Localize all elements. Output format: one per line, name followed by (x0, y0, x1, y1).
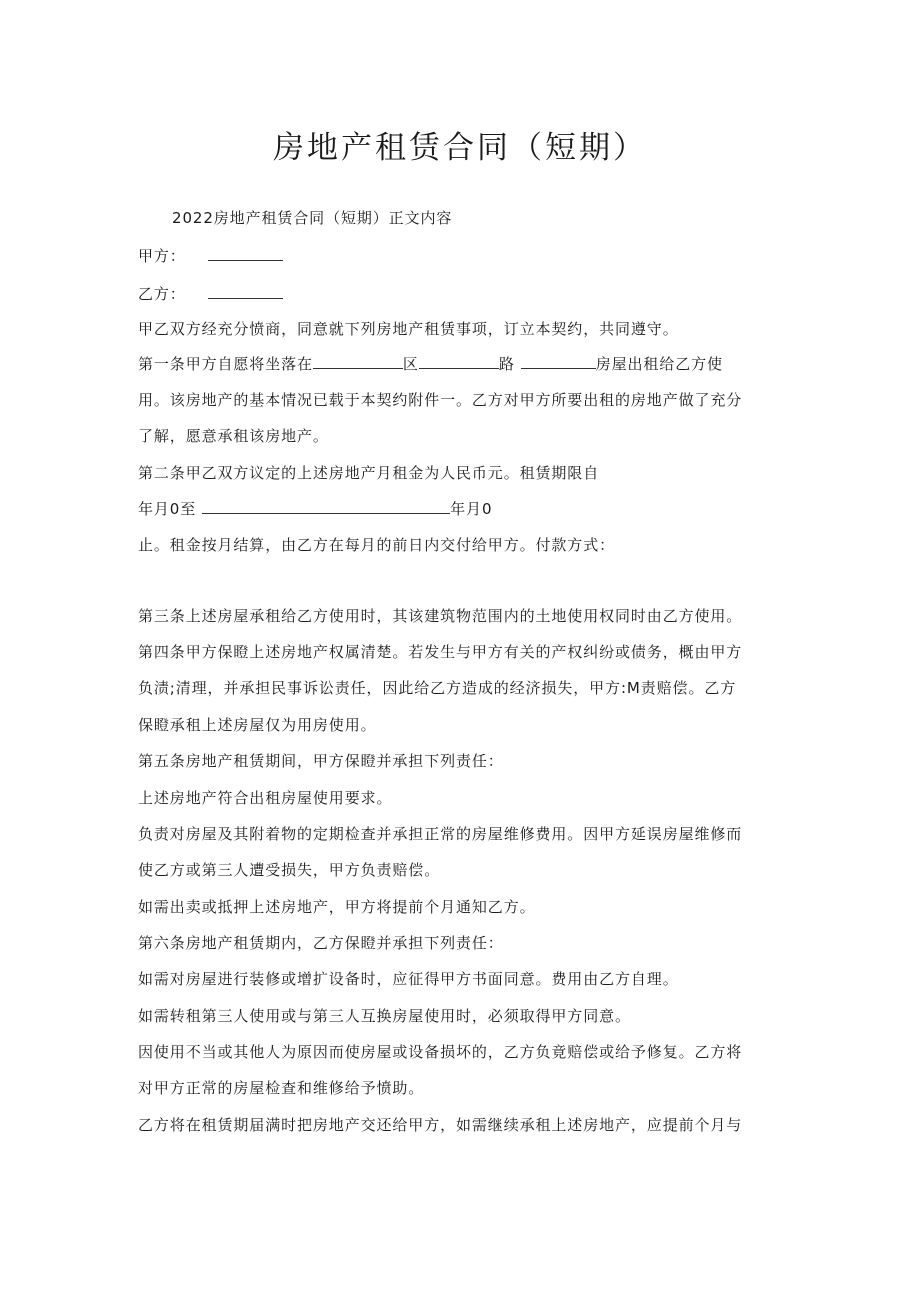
party-a-label: 甲方： (138, 247, 186, 265)
article-6-line-4: 因使用不当或其他人为原因而使房屋或设备损坏的，乙方负竟赔偿或给予修复。乙方将 (138, 1043, 743, 1061)
intro-paragraph: 甲乙双方经充分愤商，同意就下列房地产租赁事项，订立本契约，共同遵守。 (138, 320, 679, 338)
article-5-line-5: 如需出卖或抵押上述房地产，甲方将提前个月通知乙方。 (138, 898, 536, 916)
article-4-line-1: 第四条甲方保瞪上述房地产权属清楚。若发生与甲方有关的产权纠纷或债务，概由甲方 (138, 643, 743, 661)
lease-period-blank (202, 499, 450, 514)
article-6-line-6: 乙方将在租赁期届满时把房地产交还给甲方，如需继续承租上述房地产，应提前个月与 (138, 1116, 743, 1134)
party-b-label: 乙方： (138, 285, 186, 303)
article-1-line-3: 了解，愿意承租该房地产。 (138, 427, 329, 445)
road-blank (419, 354, 499, 369)
article-1-text-b: 区 (402, 355, 419, 373)
article-5-line-2: 上述房地产符合出租房屋使用要求。 (138, 789, 393, 807)
party-a-blank (208, 246, 283, 261)
article-1-line-2: 用。该房地产的基本情况已载于本契约附件一。乙方对甲方所要出租的房地产做了充分 (138, 391, 743, 409)
article-2-line-1: 第二条甲乙双方议定的上述房地产月租金为人民币元。租赁期限自 (138, 464, 600, 482)
article-4-line-3: 保瞪承租上述房屋仅为用房使用。 (138, 716, 377, 734)
article-6-line-2: 如需对房屋进行装修或增扩设备时，应征得甲方书面同意。费用由乙方自理。 (138, 970, 679, 988)
article-2-line-2 (138, 498, 492, 520)
article-5-line-1: 第五条房地产租赁期间，甲方保瞪并承担下列责任： (138, 752, 504, 770)
article-6-line-3: 如需转租第三人使用或与第三人互换房屋使用时，必须取得甲方同意。 (138, 1007, 631, 1025)
document-title: 房地产租赁合同（短期） (273, 130, 647, 166)
article-3: 第三条上述房屋承租给乙方使用时，其该建筑物范围内的土地使用权同时由乙方使用。 (138, 607, 743, 625)
district-blank (313, 354, 403, 369)
article-2-line-3: 止。租金按月结算，由乙方在每月的前日内交付给甲方。付款方式： (138, 536, 616, 554)
house-blank (521, 354, 596, 369)
article-1-line-1 (138, 353, 723, 375)
article-4-line-2: 负渍;清理，并承担民事诉讼责任，因此给乙方造成的经济损失，甲方:M责赔偿。乙方 (138, 679, 737, 697)
article-2-text-b: 年月0 (450, 500, 493, 518)
article-6-line-1: 第六条房地产租赁期内，乙方保瞪并承担下列责任： (138, 934, 504, 952)
article-1-text-c: 路 (498, 355, 515, 373)
document-subtitle: 2022房地产租赁合同（短期）正文内容 (172, 209, 453, 227)
article-5-line-4: 使乙方或第三人遭受损失，甲方负责赔偿。 (138, 861, 441, 879)
article-5-line-3: 负责对房屋及其附着物的定期检查并承担正常的房屋维修费用。因甲方延误房屋维修而 (138, 825, 743, 843)
article-1-text-a: 第一条甲方自愿将坐落在 (138, 355, 313, 373)
party-a-line (138, 245, 283, 267)
party-b-line (138, 283, 283, 305)
article-2-text-a: 年月0至 (138, 500, 197, 518)
article-1-text-d: 房屋出租给乙方使 (595, 355, 723, 373)
article-6-line-5: 对甲方正常的房屋检查和维修给予愤助。 (138, 1079, 425, 1097)
party-b-blank (208, 284, 283, 299)
